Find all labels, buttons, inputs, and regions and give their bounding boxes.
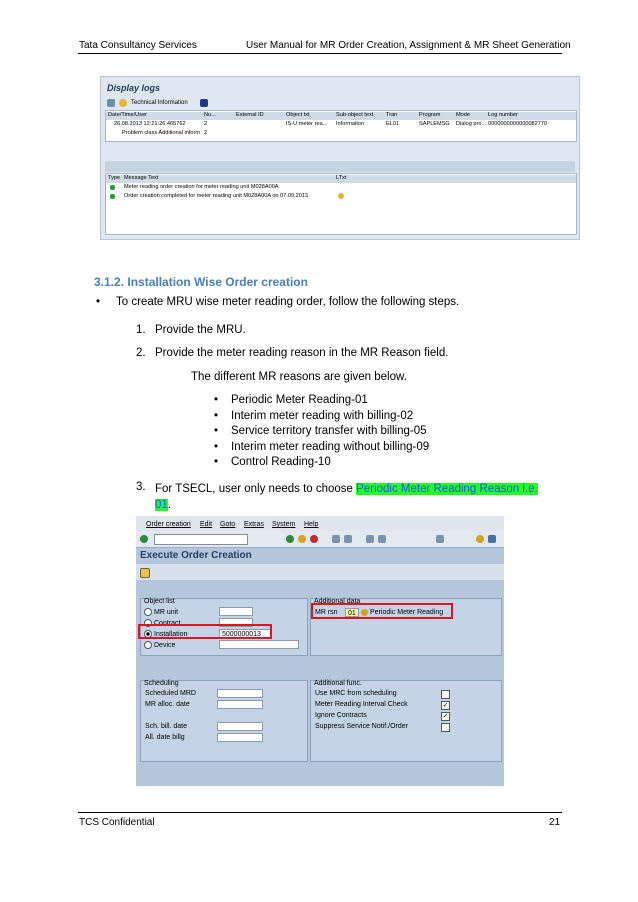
cell: Meter reading order creation for meter reading unit M028A00A (124, 184, 279, 190)
radio-label: Installation (154, 630, 188, 638)
menu-help[interactable]: Help (304, 521, 319, 528)
sch-bill-date-input[interactable] (217, 722, 263, 731)
cell: 2 (204, 121, 208, 127)
log-grid-header (106, 112, 576, 120)
col-header: LTxt (336, 175, 347, 181)
cell: 2 (204, 130, 208, 136)
table-row[interactable] (106, 121, 576, 129)
nav-icon (107, 99, 115, 107)
table-row[interactable] (106, 184, 576, 192)
display-logs-screenshot (100, 76, 580, 240)
col-header: Type (108, 175, 121, 181)
display-logs-toolbar (107, 99, 208, 107)
cell: Dialog pro... (456, 121, 487, 127)
footer-confidential: TCS Confidential (79, 817, 155, 828)
sch-bill-date-label: Sch. bill. date (145, 723, 188, 730)
radio-icon (144, 608, 152, 616)
mr-rsn-highlight-box (311, 603, 453, 619)
cell: Problem class Additional inform (122, 130, 201, 136)
cell: 0000000000000082770 (488, 121, 548, 127)
use-mrc-checkbox[interactable] (441, 690, 450, 699)
ignore-contracts-label: Ignore Contracts (315, 712, 367, 719)
radio-label: Device (154, 641, 176, 649)
additional-data-title: Additional data (314, 598, 361, 605)
page-title: Execute Order Creation (140, 550, 252, 561)
interval-check-checkbox[interactable]: ✓ (442, 702, 449, 709)
success-icon (110, 185, 115, 190)
section-title: 3.1.2. Installation Wise Order creation (94, 275, 308, 289)
all-date-billg-label: All. date billg (145, 734, 185, 741)
list-item: Periodic Meter Reading-01 (231, 394, 368, 406)
execute-icon[interactable] (140, 568, 150, 578)
scheduling-group (140, 680, 308, 762)
col-header: Program (419, 112, 441, 118)
suppress-notif-label: Suppress Service Notif./Order (315, 723, 408, 730)
mr-alloc-date-input[interactable] (217, 700, 263, 709)
interval-check-label: Meter Reading Interval Check (315, 701, 408, 708)
col-header: Object txt (286, 112, 310, 118)
step-3-text: For TSECL, user only needs to choose (155, 483, 357, 495)
menu-edit[interactable]: Edit (200, 521, 213, 528)
menu-bar (136, 516, 504, 531)
first-page-icon[interactable] (366, 535, 374, 543)
mr-alloc-date-label: MR alloc. date (145, 701, 190, 708)
execute-order-creation-screenshot (136, 516, 504, 786)
cell: 26.08.2013 12:21:26 465762 (114, 121, 186, 127)
step-number: 3. (136, 481, 146, 493)
success-icon (110, 194, 115, 199)
cell: Information (336, 121, 364, 127)
footer-rule (78, 812, 562, 813)
col-header: Log number (488, 112, 518, 118)
header-company: Tata Consultancy Services (79, 40, 197, 51)
print-icon[interactable] (332, 535, 340, 543)
message-grid (105, 173, 577, 235)
table-row[interactable] (106, 193, 576, 201)
suppress-notif-checkbox[interactable] (441, 723, 450, 732)
radio-device[interactable] (144, 641, 175, 649)
use-mrc-label: Use MRC from scheduling (315, 690, 397, 697)
all-date-billg-input[interactable] (217, 733, 263, 742)
exit-icon[interactable] (298, 535, 306, 543)
list-item: Interim meter reading without billing-09 (231, 440, 430, 453)
step-2: Provide the meter reading reason in the MR Reason field. (155, 347, 449, 359)
help-icon[interactable] (476, 535, 484, 543)
log-grid (105, 110, 577, 142)
bullet-dot: • (96, 296, 101, 308)
radio-label: MR unit (154, 608, 179, 616)
col-header: Message Text (124, 175, 159, 181)
reasons-list (231, 393, 429, 471)
reasons-bullets: • • • • • (214, 394, 219, 468)
application-toolbar (136, 564, 504, 580)
col-header: Sub-object text (336, 112, 374, 118)
mr-rsn-label: MR rsn (315, 609, 338, 616)
highlighted-code: 01 (155, 499, 168, 511)
layout-icon[interactable] (436, 535, 444, 543)
object-list-title: Object list (144, 598, 175, 605)
list-item: Control Reading-10 (231, 456, 331, 468)
list-item: Interim meter reading with billing-02 (231, 409, 414, 422)
col-header: Nu... (204, 112, 216, 118)
device-input[interactable] (219, 640, 299, 649)
message-grid-header (106, 175, 576, 183)
command-field[interactable] (154, 534, 248, 545)
menu-goto[interactable]: Goto (220, 521, 236, 528)
scheduling-title: Scheduling (144, 680, 179, 687)
cell: EL01 (386, 121, 400, 127)
mr-unit-input[interactable] (219, 607, 253, 616)
display-logs-title: Display logs (107, 83, 161, 93)
additional-func-title: Additional func. (314, 680, 362, 687)
long-text-icon[interactable] (338, 193, 344, 199)
radio-label: Contract (154, 619, 181, 627)
step-3 (155, 481, 555, 513)
installation-input[interactable]: 5000000013 (219, 629, 271, 638)
menu-system[interactable]: System (272, 521, 296, 528)
reasons-intro: The different MR reasons are given below. (191, 371, 407, 383)
cell: IS-U meter rea... (286, 121, 328, 127)
intro-bullet: To create MRU wise meter reading order, follow the following steps. (116, 296, 460, 308)
scheduled-mrd-label: Scheduled MRD (145, 690, 196, 697)
header-rule (78, 53, 562, 54)
header-doc-title: User Manual for MR Order Creation, Assignment & MR Sheet Generation (246, 40, 571, 51)
ignore-contracts-checkbox[interactable]: ✓ (442, 713, 449, 720)
radio-icon (144, 641, 152, 649)
mr-rsn-text: Periodic Meter Reading (370, 609, 444, 616)
message-toolbar (105, 161, 575, 172)
step-number: 2. (136, 347, 146, 359)
settings-icon[interactable] (488, 535, 496, 543)
menu-extras[interactable]: Extras (244, 521, 264, 528)
cancel-icon[interactable] (310, 535, 318, 543)
technical-info-label: Technical Information (131, 100, 188, 106)
cell: SAPLEMSG (419, 121, 450, 127)
mr-rsn-input[interactable]: 01 (345, 608, 359, 617)
last-page-icon[interactable] (378, 535, 386, 543)
menu-order-creation[interactable]: Order creation (146, 521, 191, 528)
enter-icon[interactable] (140, 535, 148, 543)
installation-highlight-box (138, 624, 272, 639)
col-header: Tran (386, 112, 398, 118)
page-number: 21 (549, 817, 561, 828)
radio-mr-unit[interactable] (144, 608, 178, 616)
col-header: Mode (456, 112, 470, 118)
back-icon[interactable] (286, 535, 294, 543)
additional-func-group (310, 680, 502, 762)
help-icon (119, 99, 127, 107)
step-3-period: . (167, 499, 171, 511)
step-1: Provide the MRU. (155, 324, 246, 336)
col-header: Date/Time/User (108, 112, 147, 118)
find-icon[interactable] (344, 535, 352, 543)
table-row[interactable] (106, 130, 576, 138)
list-item: Service territory transfer with billing-05 (231, 425, 427, 437)
scheduled-mrd-input[interactable] (217, 689, 263, 698)
col-header: External ID (236, 112, 264, 118)
highlighted-reason: Periodic Meter Reading Reason i.e. (356, 483, 538, 495)
info-icon (200, 99, 208, 107)
cell: Order creation completed for meter reading unit M028A00A on 07.09.2013 (124, 193, 309, 199)
step-number: 1. (136, 324, 146, 336)
